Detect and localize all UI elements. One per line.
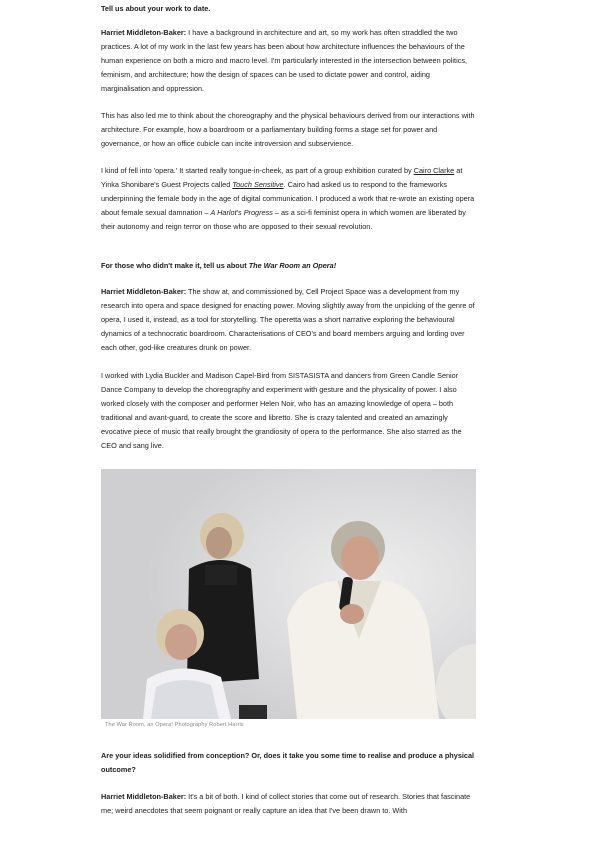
answer-paragraph — [101, 285, 479, 355]
answer-paragraph: This has also led me to think about the choreography and the physical behaviours derived from our interactions with architecture. For example, how a boardroom or a parliamentary building forms a stage set for power and governance, or how an office cubicle can incite introversion and subservience. — [101, 111, 475, 149]
question-work-to-date: Tell us about your work to date. — [101, 4, 211, 13]
answer-text: I have a background in architecture and art, so my work has often straddled the two practices. A lot of my work in the last few years has been about how architecture influences the behaviours of the human experience on both a micro and macro level. I'm particularly interested in the intersection between politics, feminism, and architecture; how the design of spaces can be used to dictate power and control, aiding marginalisation and oppression. — [101, 28, 468, 94]
answer-paragraph: I worked with Lydia Buckler and Madison Capel-Bird from SISTASISTA and dancers from Green Candle Senior Dance Company to develop the choreography and experiment with gesture and the physicality of power. I also worked closely with the composer and performer Helen Noir, who has an amazing knowledge of opera – both traditional and avant-guard, to create the score and libretto. She is crazy talented and created an amazingly evocative piece of music that really brought the grandiosity of opera to the performance. She also starred as the CEO and sang live. — [101, 371, 462, 451]
answer-text: – as a sci-fi feminist opera in which women are liberated by their autonomy and reign terror on those who are opposed to their sexual revolution. — [101, 208, 466, 232]
performance-photo — [101, 469, 476, 719]
question-ideas: Are your ideas solidified from conception? Or, does it take you some time to realise and produce a physical outcome? — [101, 751, 475, 775]
question-text: For those who didn't make it, tell us about — [101, 261, 249, 270]
answer-text: The show at, and commissioned by, Cell Project Space was a development from my research into opera and space designed for enacting power. Moving slightly away from the unpicking of the genre of opera, I used it, instead, as a tool for storytelling. The operetta was a short narrative exploring the behavioural dynamics of a technocratic boardroom. Characterisations of CEO's and board members arguing and lording over each other, god-like creatures drunk on power. — [101, 287, 475, 353]
photo-caption: The War Room, an Opera! Photography Robert Harris — [105, 722, 244, 728]
answer-text: It's a bit of both. I kind of collect stories that come out of research. Stories that fascinate me; weird anecdotes that seem poignant or really capture an idea that I've been drawn to. With — [101, 792, 471, 816]
answer-paragraph — [101, 26, 479, 96]
question-war-room — [101, 259, 479, 273]
performance-illustration — [101, 469, 476, 719]
answer-paragraph — [101, 164, 479, 234]
opera-title: A Harlot's Progress — [210, 208, 273, 218]
answer-text: I kind of fell into 'opera.' It started really tongue-in-cheek, as part of a group exhibition curated by — [101, 166, 414, 175]
cairo-clarke-link[interactable]: Cairo Clarke — [413, 166, 455, 175]
question-title: The War Room an Opera! — [248, 261, 337, 270]
answer-paragraph — [101, 790, 479, 818]
speaker-name: Harriet Middleton-Baker: — [101, 792, 187, 801]
answer-text: . Cairo had asked us to respond to the frameworks underpinning the female body in the age of digital communication. I produced a work that re-wrote an existing opera about female sexual damnation – — [101, 180, 475, 218]
speaker-name: Harriet Middleton-Baker: — [101, 287, 187, 296]
speaker-name: Harriet Middleton-Baker: — [101, 28, 187, 37]
touch-sensitive-link[interactable]: Touch Sensitive — [232, 180, 284, 190]
answer-text: at Yinka Shonibare's Guest Projects called — [101, 166, 463, 190]
